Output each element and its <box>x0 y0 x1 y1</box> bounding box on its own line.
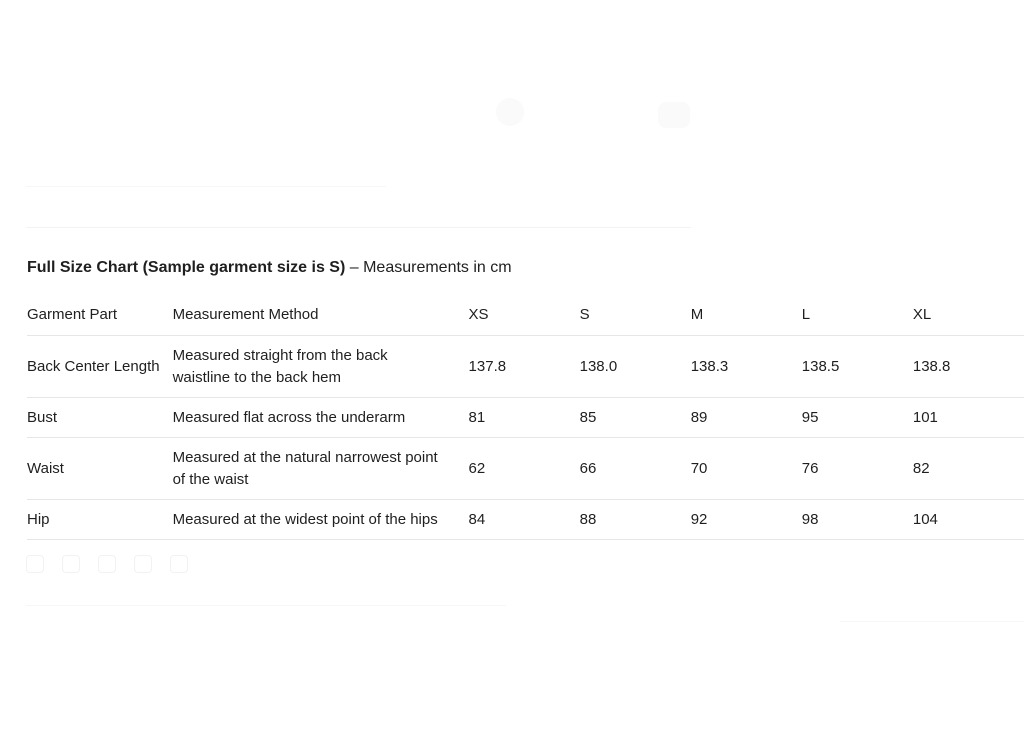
ghost-divider <box>840 621 1024 622</box>
rounded-square-icon <box>658 102 690 128</box>
heading-bold: Full Size Chart (Sample garment size is S) <box>27 259 346 276</box>
value-xl: 101 <box>913 398 1024 438</box>
value-s: 138.0 <box>580 336 691 398</box>
like-icon[interactable] <box>26 555 44 573</box>
header-garment-part: Garment Part <box>27 295 173 336</box>
value-xs: 84 <box>469 500 580 540</box>
value-m: 138.3 <box>691 336 802 398</box>
ghost-text-line <box>26 186 386 187</box>
value-xs: 62 <box>469 438 580 500</box>
measurement-method: Measured straight from the back waistline to the back hem <box>173 336 469 398</box>
measurement-method: Measured at the natural narrowest point of the waist <box>173 438 469 500</box>
value-xs: 81 <box>469 398 580 438</box>
ghost-action-bar <box>26 555 188 573</box>
table-row <box>27 438 1024 500</box>
circle-icon <box>496 98 524 126</box>
value-l: 98 <box>802 500 913 540</box>
table-row <box>27 398 1024 438</box>
size-chart-table <box>27 295 1024 540</box>
value-l: 138.5 <box>802 336 913 398</box>
share-icon[interactable] <box>98 555 116 573</box>
value-s: 66 <box>580 438 691 500</box>
value-l: 76 <box>802 438 913 500</box>
garment-part: Back Center Length <box>27 336 173 398</box>
measurement-method: Measured flat across the underarm <box>173 398 469 438</box>
value-xl: 82 <box>913 438 1024 500</box>
table-header-row <box>27 295 1024 336</box>
garment-part: Bust <box>27 398 173 438</box>
comment-icon[interactable] <box>62 555 80 573</box>
divider <box>26 227 691 228</box>
value-s: 85 <box>580 398 691 438</box>
link-icon[interactable] <box>170 555 188 573</box>
header-measurement-method: Measurement Method <box>173 295 469 336</box>
table-row <box>27 336 1024 398</box>
value-s: 88 <box>580 500 691 540</box>
header-size-m: M <box>691 295 802 336</box>
value-xs: 137.8 <box>469 336 580 398</box>
value-m: 92 <box>691 500 802 540</box>
size-chart-heading <box>27 258 512 278</box>
measurement-method: Measured at the widest point of the hips <box>173 500 469 540</box>
header-size-xs: XS <box>469 295 580 336</box>
value-xl: 138.8 <box>913 336 1024 398</box>
save-icon[interactable] <box>134 555 152 573</box>
value-xl: 104 <box>913 500 1024 540</box>
ghost-divider <box>26 605 506 606</box>
garment-part: Waist <box>27 438 173 500</box>
heading-unit-note: – Measurements in cm <box>345 259 512 276</box>
table-row <box>27 500 1024 540</box>
garment-part: Hip <box>27 500 173 540</box>
header-size-s: S <box>580 295 691 336</box>
value-m: 89 <box>691 398 802 438</box>
header-size-xl: XL <box>913 295 1024 336</box>
header-size-l: L <box>802 295 913 336</box>
value-m: 70 <box>691 438 802 500</box>
value-l: 95 <box>802 398 913 438</box>
